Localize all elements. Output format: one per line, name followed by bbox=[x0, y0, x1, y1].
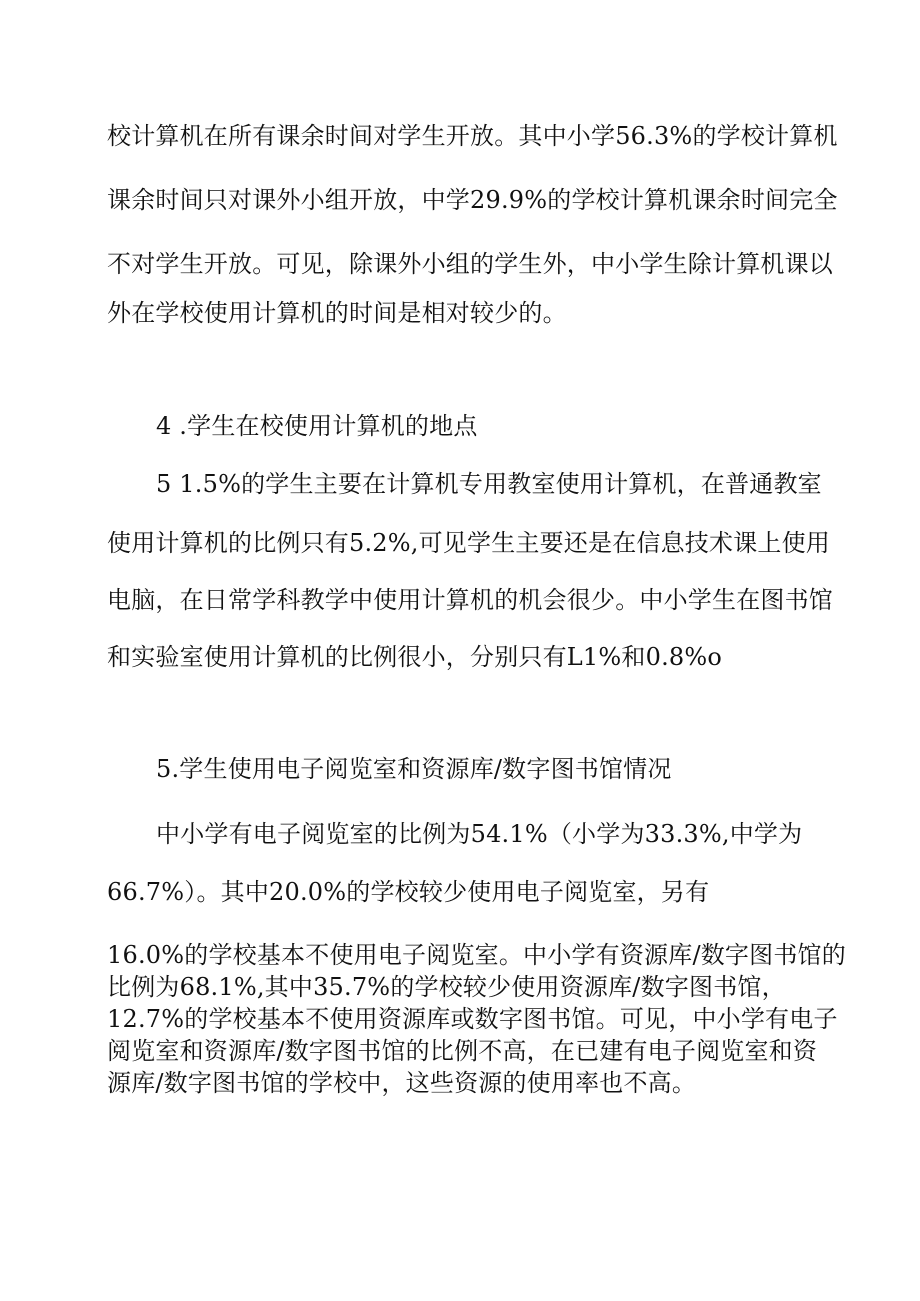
paragraph-line: 5 1.5%的学生主要在计算机专用教室使用计算机，在普通教室 bbox=[156, 470, 822, 498]
section-5-heading: 5.学生使用电子阅览室和资源库/数字图书馆情况 bbox=[156, 755, 672, 783]
paragraph-line: 源库/数字图书馆的学校中，这些资源的使用率也不高。 bbox=[107, 1069, 697, 1097]
paragraph-line: 12.7%的学校基本不使用资源库或数字图书馆。可见，中小学有电子 bbox=[107, 1005, 838, 1033]
paragraph-line: 不对学生开放。可见，除课外小组的学生外，中小学生除计算机课以 bbox=[107, 250, 833, 278]
paragraph-line: 16.0%的学校基本不使用电子阅览室。中小学有资源库/数字图书馆的 bbox=[107, 941, 846, 969]
section-4-heading: 4 .学生在校使用计算机的地点 bbox=[156, 412, 478, 440]
paragraph-line: 阅览室和资源库/数字图书馆的比例不高，在已建有电子阅览室和资 bbox=[107, 1037, 818, 1065]
paragraph-line: 使用计算机的比例只有5.2%,可见学生主要还是在信息技术课上使用 bbox=[107, 529, 830, 557]
paragraph-line: 和实验室使用计算机的比例很小，分别只有L1%和0.8%o bbox=[107, 643, 723, 671]
paragraph-line: 中小学有电子阅览室的比例为54.1%（小学为33.3%,中学为 bbox=[156, 820, 803, 848]
paragraph-line: 课余时间只对课外小组开放，中学29.9%的学校计算机课余时间完全 bbox=[107, 186, 838, 214]
paragraph-line: 校计算机在所有课余时间对学生开放。其中小学56.3%的学校计算机 bbox=[107, 122, 838, 150]
paragraph-line: 电脑，在日常学科教学中使用计算机的机会很少。中小学生在图书馆 bbox=[107, 586, 833, 614]
paragraph-line: 比例为68.1%,其中35.7%的学校较少使用资源库/数字图书馆， bbox=[107, 973, 786, 1001]
paragraph-line: 66.7%）。其中20.0%的学校较少使用电子阅览室，另有 bbox=[107, 878, 710, 906]
paragraph-line: 外在学校使用计算机的时间是相对较少的。 bbox=[107, 299, 567, 327]
